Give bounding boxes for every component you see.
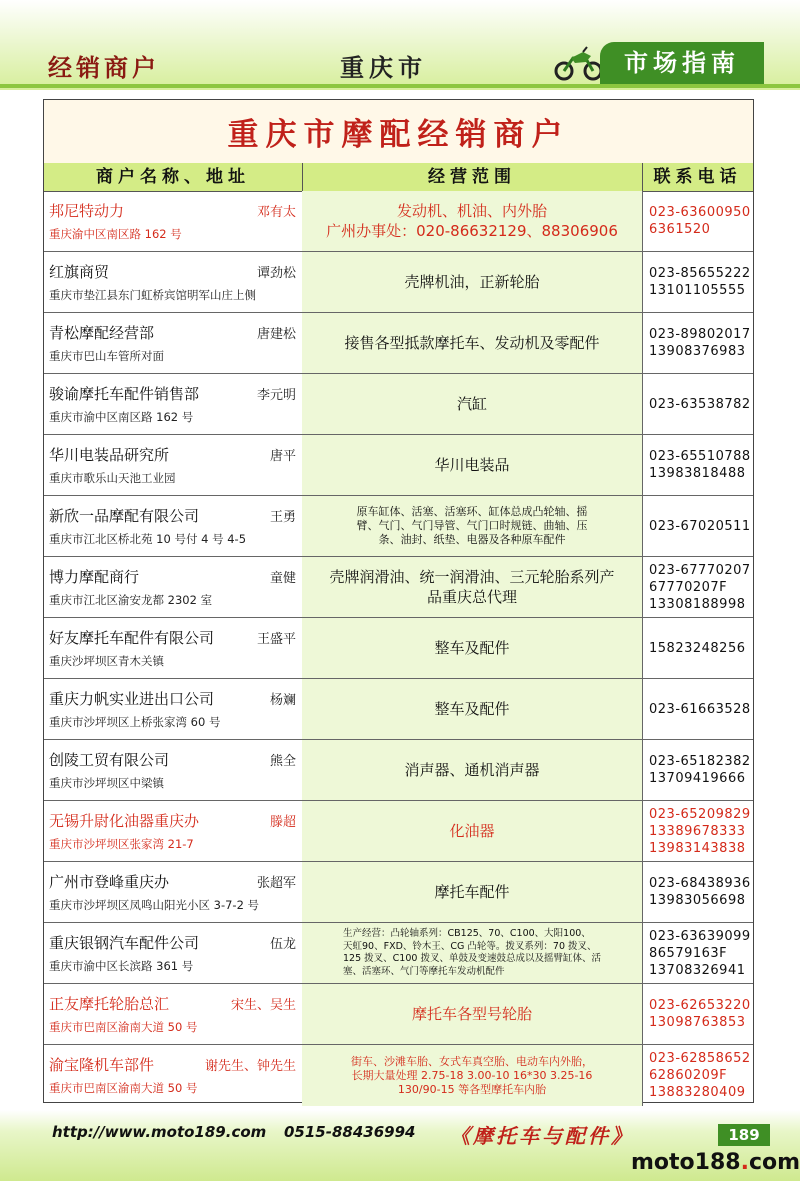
business-cell xyxy=(302,618,643,678)
phone-number: 023-62858652 xyxy=(649,1051,751,1066)
phone-number: 13389678333 xyxy=(649,823,746,839)
phone-cell xyxy=(642,740,753,800)
phone-cell xyxy=(642,679,753,739)
dealer-address: 重庆市巴南区渝南大道 50 号 xyxy=(49,1020,198,1034)
phone-cell xyxy=(642,191,753,251)
business-line: 125 拨叉、C100 拨叉、单鼓及变速鼓总成以及摇臂缸体、活 xyxy=(343,953,601,964)
column-header-business: 经营范围 xyxy=(302,163,643,191)
magazine-name: 《摩托车与配件》 xyxy=(450,1124,634,1148)
table-row xyxy=(44,496,753,557)
phone-cell xyxy=(642,435,753,495)
table-row xyxy=(44,557,753,618)
table-row xyxy=(44,801,753,862)
contact-person: 张超军 xyxy=(256,876,296,891)
dealer-name: 华川电装品研究所 xyxy=(49,446,170,464)
dealer-cell xyxy=(44,496,303,556)
business-scope xyxy=(338,333,605,353)
contact-person: 谭劲松 xyxy=(256,266,296,281)
phone-number: 13709419666 xyxy=(649,771,746,786)
dealer-name: 广州市登峰重庆办 xyxy=(49,873,170,891)
dealer-cell xyxy=(44,984,303,1044)
column-header-name: 商户名称、地址 xyxy=(44,163,303,191)
phone-number: 62860209F xyxy=(649,1068,728,1083)
contact-person: 王盛平 xyxy=(256,632,296,647)
business-line: 壳牌机油，正新轮胎 xyxy=(404,273,540,291)
dealer-name: 骏谕摩托车配件销售部 xyxy=(49,385,200,403)
contact-person: 李元明 xyxy=(256,388,296,403)
dealer-address: 重庆市沙坪坝区凤鸣山阳光小区 3-7-2 号 xyxy=(49,898,260,912)
dealer-address: 重庆市江北区渝安龙都 2302 室 xyxy=(49,593,213,607)
watermark-tld: com xyxy=(748,1150,800,1175)
phone-number: 13101105555 xyxy=(649,283,746,298)
table-row xyxy=(44,374,753,435)
contact-person: 童健 xyxy=(269,571,296,586)
business-line: 条、油封、纸垫、电器及各种原车配件 xyxy=(378,533,566,546)
business-scope xyxy=(320,201,624,241)
business-line: 生产经营：凸轮轴系列：CB125、70、C100、大阳100、 xyxy=(343,928,591,939)
business-line: 发动机、机油、内外胎 xyxy=(396,202,547,220)
business-cell xyxy=(302,557,643,617)
phone-cell xyxy=(642,374,753,434)
table-header xyxy=(44,163,753,192)
column-header-phone: 联系电话 xyxy=(653,167,742,187)
business-line: 摩托车各型号轮胎 xyxy=(411,1005,532,1023)
dealer-cell xyxy=(44,313,303,373)
phone-cell xyxy=(642,313,753,373)
contact-person: 唐建松 xyxy=(256,327,296,342)
dealer-name: 博力摩配商行 xyxy=(49,568,140,586)
table-row xyxy=(44,191,753,252)
phone-number: 023-63639099 xyxy=(649,928,751,944)
phone-number: 023-61663528 xyxy=(649,701,751,717)
phone-number: 023-62653220 xyxy=(649,998,751,1013)
business-scope xyxy=(398,272,545,292)
contact-person: 伍龙 xyxy=(269,937,296,952)
table-row xyxy=(44,435,753,496)
contact-person: 杨斓 xyxy=(269,693,296,708)
dealer-address: 重庆市沙坪坝区中梁镇 xyxy=(49,776,164,790)
business-line: 消声器、通机消声器 xyxy=(404,761,540,779)
business-line: 塞、活塞环、气门等摩托车发动机配件 xyxy=(343,965,505,977)
phone-cell xyxy=(642,923,753,983)
business-line: 汽缸 xyxy=(456,395,487,413)
business-cell xyxy=(302,313,643,373)
table-title-bar xyxy=(44,100,753,164)
contact-person: 谢先生、钟先生 xyxy=(204,1059,296,1074)
business-scope xyxy=(428,638,515,658)
phone-cell xyxy=(642,862,753,922)
business-cell xyxy=(302,374,643,434)
dealer-cell xyxy=(44,1045,303,1106)
contact-person: 宋生、吴生 xyxy=(230,998,296,1013)
contact-person: 王勇 xyxy=(269,510,296,525)
phone-number: 67770207F xyxy=(649,579,728,595)
watermark-dot: . xyxy=(740,1150,749,1175)
dealer-address: 重庆市江北区桥北苑 10 号付 4 号 4-5 xyxy=(49,532,247,546)
business-cell xyxy=(302,1045,643,1106)
dealer-name: 创陵工贸有限公司 xyxy=(49,751,170,769)
business-cell xyxy=(302,862,643,922)
phone-cell xyxy=(642,618,753,678)
business-line: 原车缸体、活塞、活塞环、缸体总成凸轮轴、摇 xyxy=(356,505,588,518)
table-row xyxy=(44,679,753,740)
business-line: 整车及配件 xyxy=(434,639,510,657)
dealer-address: 重庆市沙坪坝区上桥张家湾 60 号 xyxy=(49,715,221,729)
phone-number: 13983143838 xyxy=(649,840,746,856)
dealer-cell xyxy=(44,679,303,739)
phone-cell xyxy=(642,801,753,861)
dealer-address: 重庆市巴山车管所对面 xyxy=(49,349,164,363)
dealer-cell xyxy=(44,618,303,678)
section-tag: 市场指南 xyxy=(600,42,764,84)
section-label: 经销商户 xyxy=(48,54,160,82)
business-cell xyxy=(302,252,643,312)
business-line: 品重庆总代理 xyxy=(426,588,517,606)
city-label: 重庆市 xyxy=(340,54,427,82)
phone-number: 023-67770207 xyxy=(649,562,751,578)
dealer-address: 重庆市巴南区渝南大道 50 号 xyxy=(49,1081,198,1095)
phone-number: 023-63538782 xyxy=(649,396,751,412)
business-cell xyxy=(302,191,643,251)
phone-cell xyxy=(642,557,753,617)
business-scope xyxy=(351,505,594,547)
business-line: 华川电装品 xyxy=(434,456,510,474)
dealer-address: 重庆市沙坪坝区张家湾 21-7 xyxy=(49,837,194,851)
business-scope xyxy=(443,821,500,841)
phone-number: 13983818488 xyxy=(649,466,746,481)
dealer-cell xyxy=(44,374,303,434)
phone-number: 023-65510788 xyxy=(649,449,751,464)
dealer-cell xyxy=(44,740,303,800)
business-line: 摩托车配件 xyxy=(434,883,510,901)
dealer-cell xyxy=(44,252,303,312)
business-cell xyxy=(302,984,643,1044)
phone-number: 13883280409 xyxy=(649,1085,746,1100)
phone-cell xyxy=(642,1045,753,1106)
business-scope xyxy=(337,928,607,978)
dealer-cell xyxy=(44,191,303,251)
business-cell xyxy=(302,740,643,800)
business-scope xyxy=(428,699,515,719)
footer-url[interactable]: http://www.moto189.com xyxy=(52,1123,267,1141)
dealer-address: 重庆市渝中区南区路 162 号 xyxy=(49,410,194,424)
business-line: 化油器 xyxy=(449,822,495,840)
business-scope xyxy=(406,1004,538,1024)
business-line: 广州办事处：020-86632129、88306906 xyxy=(326,222,618,240)
business-scope xyxy=(323,567,620,607)
business-line: 臂、气门、气门导管、气门口时规链、曲轴、压 xyxy=(356,519,588,532)
phone-cell xyxy=(642,496,753,556)
business-line: 街车、沙滩车胎、女式车真空胎、电动车内外胎， xyxy=(351,1054,593,1068)
dealer-cell xyxy=(44,862,303,922)
business-scope xyxy=(428,455,515,475)
phone-number: 86579163F xyxy=(649,945,728,961)
business-cell xyxy=(302,435,643,495)
table-row xyxy=(44,1045,753,1106)
phone-number: 15823248256 xyxy=(649,640,746,656)
table-row xyxy=(44,862,753,923)
phone-cell xyxy=(642,984,753,1044)
dealer-address: 重庆市渝中区长滨路 361 号 xyxy=(49,959,194,973)
phone-cell xyxy=(642,252,753,312)
business-scope xyxy=(451,394,493,414)
table-row xyxy=(44,252,753,313)
dealer-name: 邦尼特动力 xyxy=(49,202,125,220)
business-line: 壳牌润滑油、统一润滑油、三元轮胎系列产 xyxy=(329,568,615,586)
dealer-cell xyxy=(44,557,303,617)
dealer-name: 新欣一品摩配有限公司 xyxy=(49,507,200,525)
contact-person: 滕超 xyxy=(269,815,296,830)
business-cell xyxy=(302,923,643,983)
dealer-cell xyxy=(44,801,303,861)
footer-phone: 0515-88436994 xyxy=(284,1123,416,1141)
dealer-name: 无锡升尉化油器重庆办 xyxy=(49,812,200,830)
dealer-name: 好友摩托车配件有限公司 xyxy=(49,629,215,647)
business-cell xyxy=(302,496,643,556)
phone-number: 023-63600950 xyxy=(649,205,751,220)
dealer-cell xyxy=(44,435,303,495)
business-line: 整车及配件 xyxy=(434,700,510,718)
phone-number: 023-65209829 xyxy=(649,806,751,822)
phone-number: 13308188998 xyxy=(649,596,746,612)
business-line: 130/90-15 等各型摩托车内胎 xyxy=(397,1082,547,1096)
table-row xyxy=(44,313,753,374)
business-cell xyxy=(302,679,643,739)
phone-number: 13708326941 xyxy=(649,962,746,978)
dealer-name: 重庆力帆实业进出口公司 xyxy=(49,690,215,708)
dealer-address: 重庆市垫江县东门虹桥宾馆明军山庄上侧 xyxy=(49,288,256,302)
dealer-address: 重庆沙坪坝区青木关镇 xyxy=(49,654,164,668)
phone-number: 13908376983 xyxy=(649,344,746,359)
header-divider xyxy=(0,84,800,88)
phone-number: 13983056698 xyxy=(649,893,746,908)
dealer-name: 正友摩托轮胎总汇 xyxy=(49,995,170,1013)
phone-number: 6361520 xyxy=(649,222,711,237)
business-line: 天虹90、FXD、铃木王、CG 凸轮等。拨叉系列：70 拨叉、 xyxy=(343,940,597,952)
phone-number: 023-65182382 xyxy=(649,754,751,769)
watermark xyxy=(631,1150,800,1175)
dealer-address: 重庆渝中区南区路 162 号 xyxy=(49,227,182,241)
page-number: 189 xyxy=(718,1124,770,1146)
phone-number: 023-89802017 xyxy=(649,327,751,342)
motorcycle-icon xyxy=(553,44,603,82)
dealer-table xyxy=(43,99,754,1103)
dealer-name: 红旗商贸 xyxy=(49,263,110,281)
phone-number: 023-85655222 xyxy=(649,266,751,281)
table-row xyxy=(44,984,753,1045)
dealer-name: 渝宝隆机车部件 xyxy=(49,1056,155,1074)
watermark-site: moto188 xyxy=(631,1150,741,1175)
dealer-address: 重庆市歌乐山天池工业园 xyxy=(49,471,176,485)
contact-person: 邓有太 xyxy=(256,205,296,220)
business-scope xyxy=(428,882,515,902)
business-line: 接售各型抵款摩托车、发动机及零配件 xyxy=(344,334,600,352)
business-cell xyxy=(302,801,643,861)
contact-person: 熊全 xyxy=(269,754,296,769)
dealer-name: 青松摩配经营部 xyxy=(49,324,155,342)
phone-number: 13098763853 xyxy=(649,1015,746,1030)
business-scope xyxy=(398,760,545,780)
table-title: 重庆市摩配经销商户 xyxy=(227,117,570,153)
business-scope xyxy=(345,1055,599,1097)
phone-number: 023-68438936 xyxy=(649,876,751,891)
contact-person: 唐平 xyxy=(269,449,296,464)
table-row xyxy=(44,740,753,801)
business-line: 长期大量处理 2.75-18 3.00-10 16*30 3.25-16 xyxy=(351,1068,593,1082)
phone-number: 023-67020511 xyxy=(649,518,751,534)
dealer-name: 重庆银钢汽车配件公司 xyxy=(49,934,200,952)
table-row xyxy=(44,923,753,984)
dealer-cell xyxy=(44,923,303,983)
table-row xyxy=(44,618,753,679)
